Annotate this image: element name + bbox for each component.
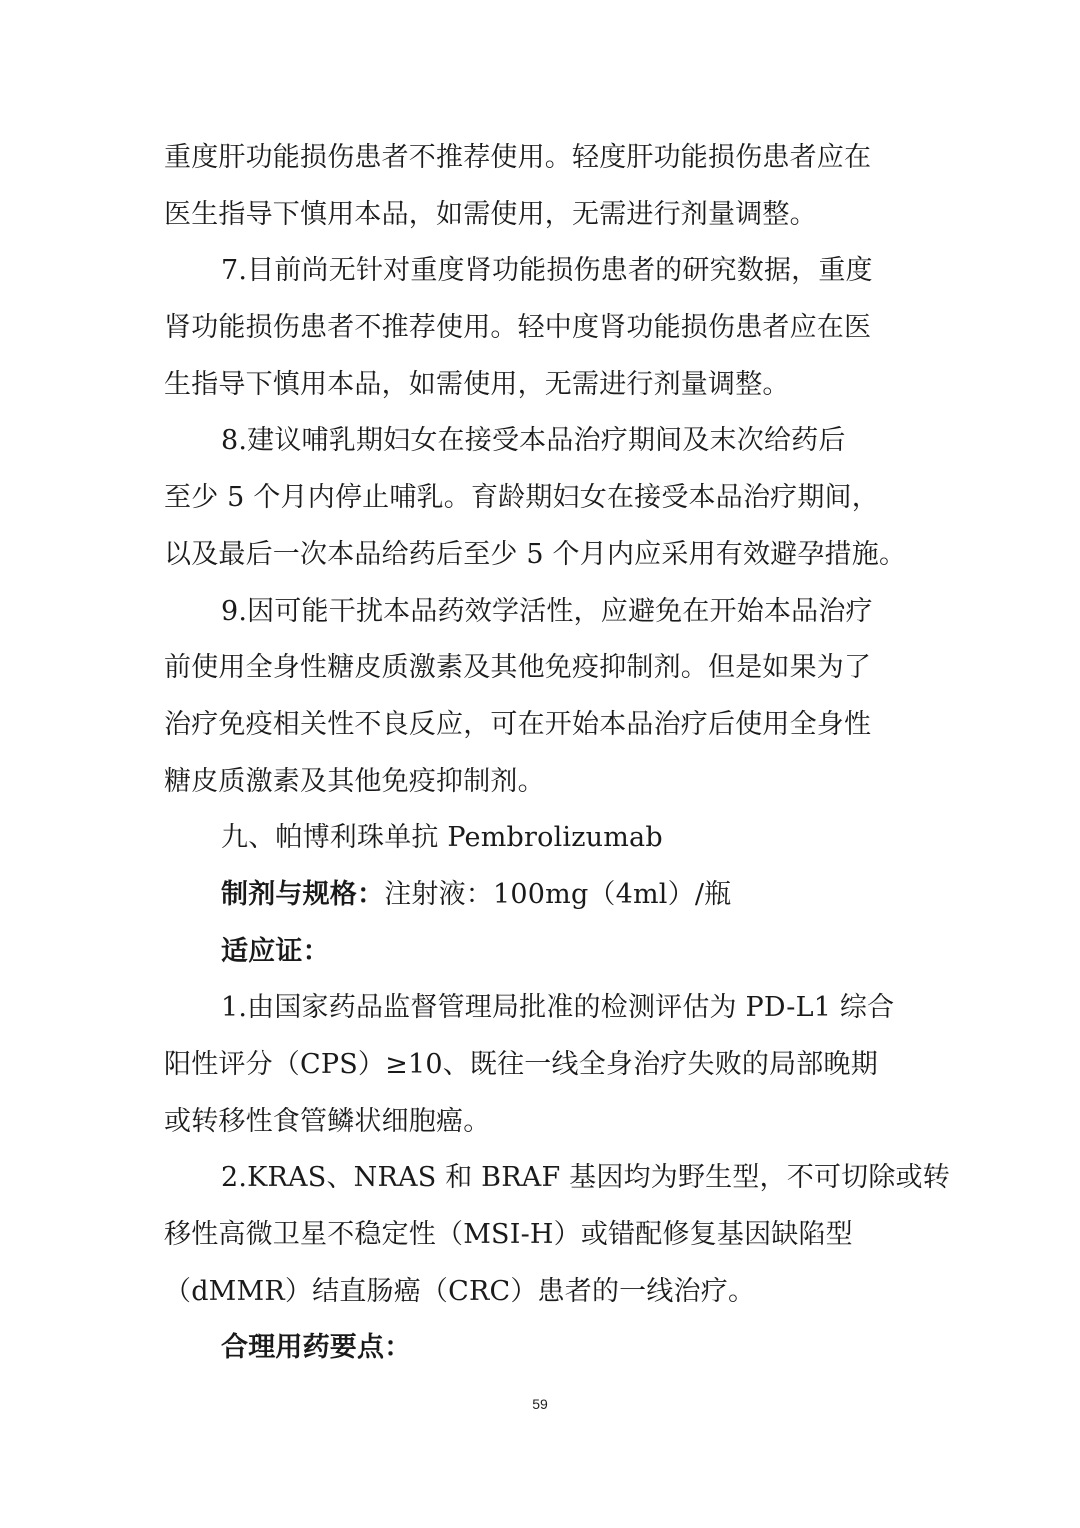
text-line xyxy=(164,1320,920,1377)
line-text: 肾功能损伤患者不推荐使用。轻中度肾功能损伤患者应在医 xyxy=(164,312,872,344)
document-body xyxy=(164,130,950,1377)
field-label: 制剂与规格： xyxy=(221,878,385,910)
line-text: 以及最后一次本品给药后至少 5 个月内应采用有效避孕措施。 xyxy=(164,538,907,570)
page-number: 59 xyxy=(532,1396,548,1412)
text-line xyxy=(164,754,920,811)
line-text: 生指导下慎用本品，如需使用，无需进行剂量调整。 xyxy=(164,368,790,400)
line-text: 医生指导下慎用本品，如需使用，无需进行剂量调整。 xyxy=(164,198,817,230)
line-text: 9.因可能干扰本品药效学活性，应避免在开始本品治疗 xyxy=(221,595,873,627)
line-text: 九、帕博利珠单抗 Pembrolizumab xyxy=(221,822,663,854)
line-text: 8.建议哺乳期妇女在接受本品治疗期间及末次给药后 xyxy=(221,425,846,457)
text-line xyxy=(164,980,920,1037)
text-line xyxy=(164,1207,920,1264)
text-line xyxy=(164,187,920,244)
line-text: 1.由国家药品监督管理局批准的检测评估为 PD-L1 综合 xyxy=(221,992,895,1024)
text-line xyxy=(164,130,920,187)
text-line xyxy=(164,1037,920,1094)
line-text: 重度肝功能损伤患者不推荐使用。轻度肝功能损伤患者应在 xyxy=(164,142,872,173)
text-line xyxy=(164,357,920,414)
line-text: 糖皮质激素及其他免疫抑制剂。 xyxy=(164,765,545,797)
text-line xyxy=(164,924,920,981)
line-text: 移性高微卫星不稳定性（MSI-H）或错配修复基因缺陷型 xyxy=(164,1219,853,1251)
text-line xyxy=(164,1150,950,1207)
text-line xyxy=(164,300,920,357)
text-line xyxy=(164,527,920,584)
line-text: 合理用药要点： xyxy=(221,1332,412,1364)
line-text: 2.KRAS、NRAS 和 BRAF 基因均为野生型，不可切除或转 xyxy=(221,1162,950,1194)
text-line xyxy=(164,640,920,697)
text-line xyxy=(164,867,920,924)
text-line xyxy=(164,697,920,754)
text-line xyxy=(164,243,920,300)
line-text: 治疗免疫相关性不良反应，可在开始本品治疗后使用全身性 xyxy=(164,708,872,740)
line-text: 或转移性食管鳞状细胞癌。 xyxy=(164,1105,491,1137)
line-text: 至少 5 个月内停止哺乳。育龄期妇女在接受本品治疗期间， xyxy=(164,482,879,514)
line-text: （dMMR）结直肠癌（CRC）患者的一线治疗。 xyxy=(164,1275,756,1307)
text-line xyxy=(164,470,920,527)
line-text: 前使用全身性糖皮质激素及其他免疫抑制剂。但是如果为了 xyxy=(164,652,872,684)
line-text: 阳性评分（CPS）≥10、既往一线全身治疗失败的局部晚期 xyxy=(164,1049,878,1080)
text-line xyxy=(164,413,920,470)
line-text: 适应证： xyxy=(221,935,330,967)
line-text: 注射液：100mg（4ml）/瓶 xyxy=(384,878,732,910)
text-line xyxy=(164,1094,920,1151)
text-line xyxy=(164,584,920,641)
text-line xyxy=(164,810,920,867)
text-line xyxy=(164,1264,920,1321)
line-text: 7.目前尚无针对重度肾功能损伤患者的研究数据，重度 xyxy=(221,255,873,287)
